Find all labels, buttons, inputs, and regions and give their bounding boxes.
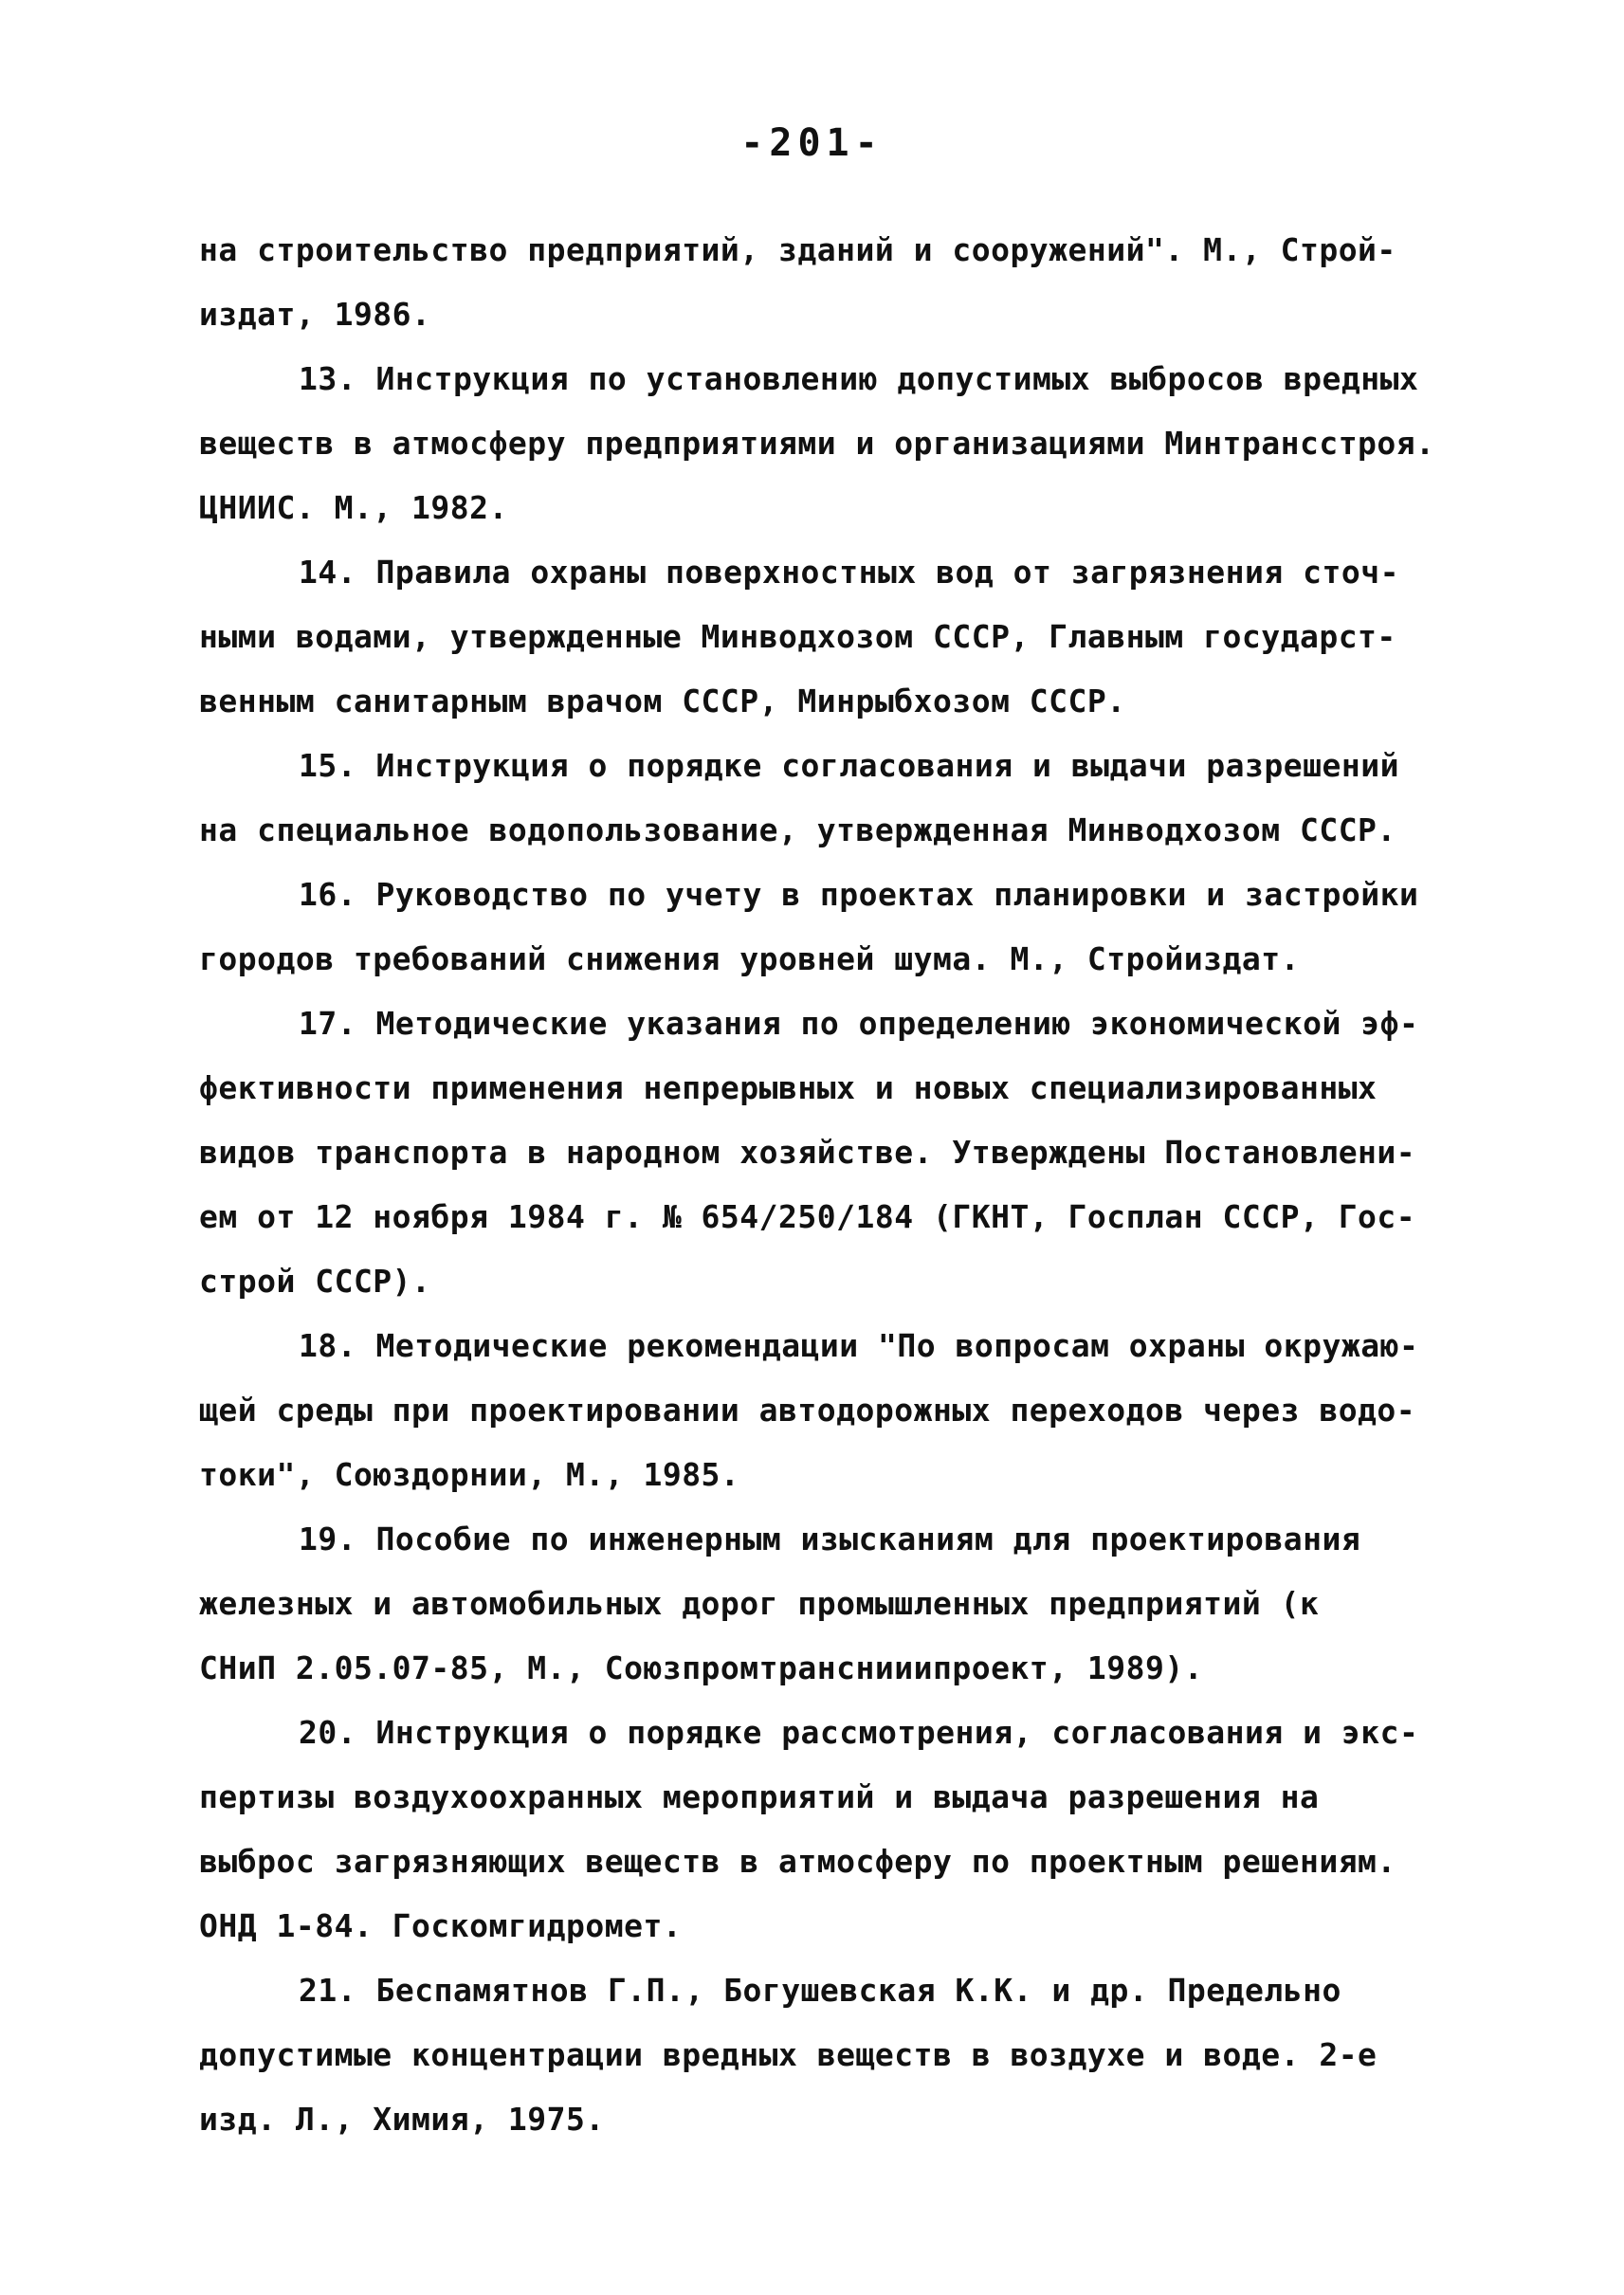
reference-entry-13 — [199, 347, 1451, 540]
reference-line: изд. Л., Химия, 1975. — [199, 2101, 605, 2138]
reference-entry-16 — [199, 863, 1451, 992]
reference-line: веществ в атмосферу предприятиями и организациями Минтрансстроя. — [199, 425, 1435, 462]
reference-line: ными водами, утвержденные Минводхозом СССР, Главным государст- — [199, 618, 1396, 655]
reference-line: 17. Методические указания по определению экономической эф- — [299, 1005, 1419, 1042]
reference-line: 20. Инструкция о порядке рассмотрения, согласования и экс- — [299, 1714, 1419, 1751]
reference-line: 14. Правила охраны поверхностных вод от загрязнения сточ- — [299, 554, 1399, 591]
reference-line: токи", Союздорнии, М., 1985. — [199, 1456, 740, 1493]
reference-line: 21. Беспамятнов Г.П., Богушевская К.К. и др. Предельно — [299, 1972, 1341, 2009]
reference-line: 18. Методические рекомендации "По вопросам охраны окружаю- — [299, 1327, 1419, 1364]
reference-entry-14 — [199, 540, 1451, 734]
reference-line: видов транспорта в народном хозяйстве. Утверждены Постановлени- — [199, 1134, 1416, 1171]
reference-entry-15 — [199, 734, 1451, 863]
reference-entry-12-continued — [199, 218, 1451, 347]
reference-line: строй СССР). — [199, 1263, 431, 1300]
reference-line: издат, 1986. — [199, 296, 431, 333]
reference-line: ОНД 1-84. Госкомгидромет. — [199, 1907, 683, 1944]
reference-entry-19 — [199, 1507, 1451, 1701]
reference-line: железных и автомобильных дорог промышленных предприятий (к — [199, 1585, 1320, 1622]
reference-line: 15. Инструкция о порядке согласования и выдачи разрешений — [299, 747, 1399, 784]
reference-entry-21 — [199, 1958, 1451, 2152]
reference-list — [199, 218, 1451, 2152]
reference-line: СНиП 2.05.07-85, М., Союзпромтранснииипроект, 1989). — [199, 1649, 1204, 1686]
reference-line: фективности применения непрерывных и новых специализированных — [199, 1069, 1378, 1106]
reference-line: городов требований снижения уровней шума. М., Стройиздат. — [199, 940, 1300, 977]
reference-line: выброс загрязняющих веществ в атмосферу по проектным решениям. — [199, 1843, 1396, 1880]
reference-line: пертизы воздухоохранных мероприятий и выдача разрешения на — [199, 1778, 1320, 1815]
reference-line: на специальное водопользование, утвержденная Минводхозом СССР. — [199, 811, 1396, 848]
reference-line: 16. Руководство по учету в проектах планировки и застройки — [299, 876, 1419, 913]
reference-entry-17 — [199, 992, 1451, 1314]
reference-line: допустимые концентрации вредных веществ в воздухе и воде. 2-е — [199, 2036, 1378, 2073]
reference-line: ЦНИИС. М., 1982. — [199, 489, 508, 526]
reference-line: 13. Инструкция по установлению допустимых выбросов вредных — [299, 360, 1419, 397]
reference-line: ем от 12 ноября 1984 г. № 654/250/184 (ГКНТ, Госплан СССР, Гос- — [199, 1198, 1416, 1235]
reference-line: 19. Пособие по инженерным изысканиям для проектирования — [299, 1521, 1361, 1557]
page-number: -201- — [740, 121, 884, 165]
reference-line: на строительство предприятий, зданий и сооружений". М., Строй- — [199, 231, 1396, 268]
reference-entry-20 — [199, 1701, 1451, 1958]
reference-line: венным санитарным врачом СССР, Минрыбхозом СССР. — [199, 683, 1126, 719]
reference-entry-18 — [199, 1314, 1451, 1507]
reference-line: щей среды при проектировании автодорожных переходов через водо- — [199, 1392, 1416, 1429]
